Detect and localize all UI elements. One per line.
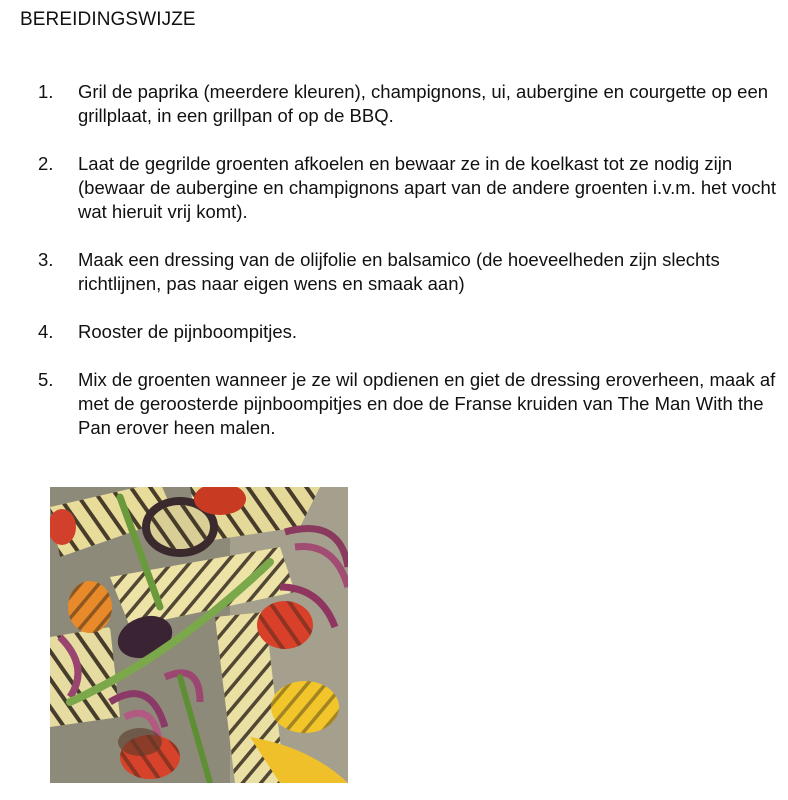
step-item (0, 320, 778, 344)
page-title: BEREIDINGSWIJZE (20, 9, 196, 30)
step-number: 4. (38, 321, 54, 342)
step-number: 1. (38, 81, 54, 102)
step-text: Gril de paprika (meerdere kleuren), champignons, ui, aubergine en courgette op een grillplaat, in een grillpan of op de BBQ. (78, 81, 769, 126)
step-text: Laat de gegrilde groenten afkoelen en bewaar ze in de koelkast tot ze nodig zijn (bewaar de aubergine en champignons apart van de andere groenten i.v.m. het vocht wat hieruit vrij komt). (78, 153, 776, 222)
grilled-vegetables-photo (50, 487, 348, 783)
step-text: Mix de groenten wanneer je ze wil opdienen en giet de dressing eroverheen, maak af met de geroosterde pijnboompitjes en doe de Franse kruiden van The Man With the Pan erover heen malen. (78, 369, 776, 438)
step-text: Rooster de pijnboompitjes. (78, 321, 298, 342)
step-item (0, 368, 778, 440)
step-item (0, 80, 778, 128)
step-number: 2. (38, 153, 54, 174)
preparation-steps-list (0, 80, 788, 464)
step-text: Maak een dressing van de olijfolie en balsamico (de hoeveelheden zijn slechts richtlijnen, pas naar eigen wens en smaak aan) (78, 249, 720, 294)
step-number: 3. (38, 249, 54, 270)
step-item (0, 248, 778, 296)
step-number: 5. (38, 369, 54, 390)
step-item (0, 152, 778, 224)
